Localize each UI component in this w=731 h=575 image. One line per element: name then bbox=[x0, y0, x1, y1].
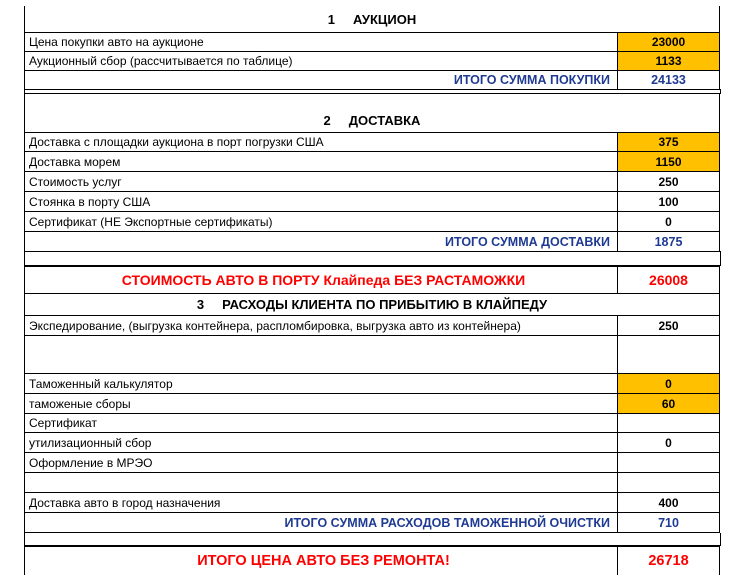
section2-total-label[interactable]: ИТОГО СУММА ДОСТАВКИ bbox=[24, 231, 618, 251]
section1-title: АУКЦИОН bbox=[352, 11, 417, 27]
table-row bbox=[0, 335, 731, 373]
section2-title-cell[interactable] bbox=[24, 93, 720, 132]
row-label[interactable]: Аукционный сбор (рассчитывается по таблице) bbox=[24, 51, 618, 70]
row-label[interactable]: Сертификат (НЕ Экспортные сертификаты) bbox=[24, 211, 618, 231]
table-row bbox=[0, 151, 731, 171]
final-row bbox=[0, 545, 731, 575]
divider bbox=[24, 89, 25, 93]
row-label[interactable]: Доставка авто в город назначения bbox=[24, 492, 618, 512]
final-label[interactable]: ИТОГО ЦЕНА АВТО БЕЗ РЕМОНТА! bbox=[24, 545, 618, 575]
port-cost-value[interactable]: 26008 bbox=[617, 265, 720, 293]
row-label[interactable]: Оформление в МРЭО bbox=[24, 452, 618, 472]
table-row bbox=[0, 452, 731, 472]
section3-total-row bbox=[0, 512, 731, 533]
table-row bbox=[0, 373, 731, 393]
table-row bbox=[0, 413, 731, 432]
table-row bbox=[0, 191, 731, 211]
table-row bbox=[0, 132, 731, 151]
section3-total-value[interactable]: 710 bbox=[617, 512, 720, 533]
row-label[interactable]: таможеные сборы bbox=[24, 393, 618, 413]
row-value-input[interactable]: 1150 bbox=[617, 151, 720, 171]
table-row bbox=[0, 432, 731, 452]
table-row bbox=[0, 211, 731, 231]
row-label[interactable]: утилизационный сбор bbox=[24, 432, 618, 452]
table-row bbox=[0, 171, 731, 191]
divider bbox=[24, 533, 25, 545]
table-row bbox=[0, 472, 731, 492]
port-cost-label[interactable]: СТОИМОСТЬ АВТО В ПОРТУ Клайпеда БЕЗ РАСТАМОЖКИ bbox=[24, 265, 618, 293]
row-value[interactable]: 400 bbox=[617, 492, 720, 512]
section3-title: РАСХОДЫ КЛИЕНТА ПО ПРИБЫТИЮ В КЛАЙПЕДУ bbox=[222, 297, 548, 312]
section3-title-cell[interactable] bbox=[24, 293, 720, 315]
table-row bbox=[0, 492, 731, 512]
divider bbox=[24, 251, 25, 265]
divider bbox=[24, 251, 721, 252]
section2-header bbox=[0, 93, 731, 132]
table-row bbox=[0, 315, 731, 335]
row-label[interactable]: Доставка с площадки аукциона в порт погрузки США bbox=[24, 132, 618, 151]
divider bbox=[720, 251, 721, 265]
row-value[interactable] bbox=[617, 452, 720, 472]
row-value-input[interactable]: 0 bbox=[617, 373, 720, 393]
divider bbox=[720, 533, 721, 545]
section2-number: 2 bbox=[323, 113, 331, 128]
section2-total-row bbox=[0, 231, 731, 251]
row-value[interactable]: 250 bbox=[617, 171, 720, 191]
row-value-input[interactable]: 23000 bbox=[617, 32, 720, 51]
row-label[interactable]: Цена покупки авто на аукционе bbox=[24, 32, 618, 51]
row-label[interactable]: Доставка морем bbox=[24, 151, 618, 171]
final-value[interactable]: 26718 bbox=[617, 545, 720, 575]
row-label[interactable]: Сертификат bbox=[24, 413, 618, 432]
row-label[interactable]: Экспедирование, (выгрузка контейнера, распломбировка, выгрузка авто из контейнера) bbox=[24, 315, 618, 335]
section2-title: ДОСТАВКА bbox=[348, 113, 421, 128]
divider bbox=[720, 89, 721, 93]
row-value[interactable] bbox=[617, 472, 720, 492]
row-label[interactable] bbox=[24, 335, 618, 373]
row-value[interactable]: 100 bbox=[617, 191, 720, 211]
row-value-input[interactable]: 375 bbox=[617, 132, 720, 151]
section1-total-row bbox=[0, 70, 731, 89]
row-value[interactable]: 250 bbox=[617, 315, 720, 335]
table-row bbox=[0, 393, 731, 413]
section1-total-value[interactable]: 24133 bbox=[617, 70, 720, 89]
row-value[interactable]: 0 bbox=[617, 432, 720, 452]
section1-number: 1 bbox=[327, 11, 335, 27]
divider bbox=[24, 89, 721, 90]
section3-number: 3 bbox=[196, 297, 205, 312]
row-label[interactable] bbox=[24, 472, 618, 492]
port-cost-row bbox=[0, 265, 731, 293]
row-label[interactable]: Стоимость услуг bbox=[24, 171, 618, 191]
section1-total-label[interactable]: ИТОГО СУММА ПОКУПКИ bbox=[24, 70, 618, 89]
row-value-input[interactable]: 1133 bbox=[617, 51, 720, 70]
table-row bbox=[0, 51, 731, 70]
row-value[interactable] bbox=[617, 413, 720, 432]
section3-header bbox=[0, 293, 731, 315]
section1-title-cell[interactable] bbox=[24, 6, 720, 32]
table-row bbox=[0, 32, 731, 51]
row-value-input[interactable]: 60 bbox=[617, 393, 720, 413]
row-value[interactable]: 0 bbox=[617, 211, 720, 231]
section3-total-label[interactable]: ИТОГО СУММА РАСХОДОВ ТАМОЖЕННОЙ ОЧИСТКИ bbox=[24, 512, 618, 533]
row-label[interactable]: Стоянка в порту США bbox=[24, 191, 618, 211]
row-value[interactable] bbox=[617, 335, 720, 373]
section1-header bbox=[0, 6, 731, 32]
section2-total-value[interactable]: 1875 bbox=[617, 231, 720, 251]
row-label[interactable]: Таможенный калькулятор bbox=[24, 373, 618, 393]
